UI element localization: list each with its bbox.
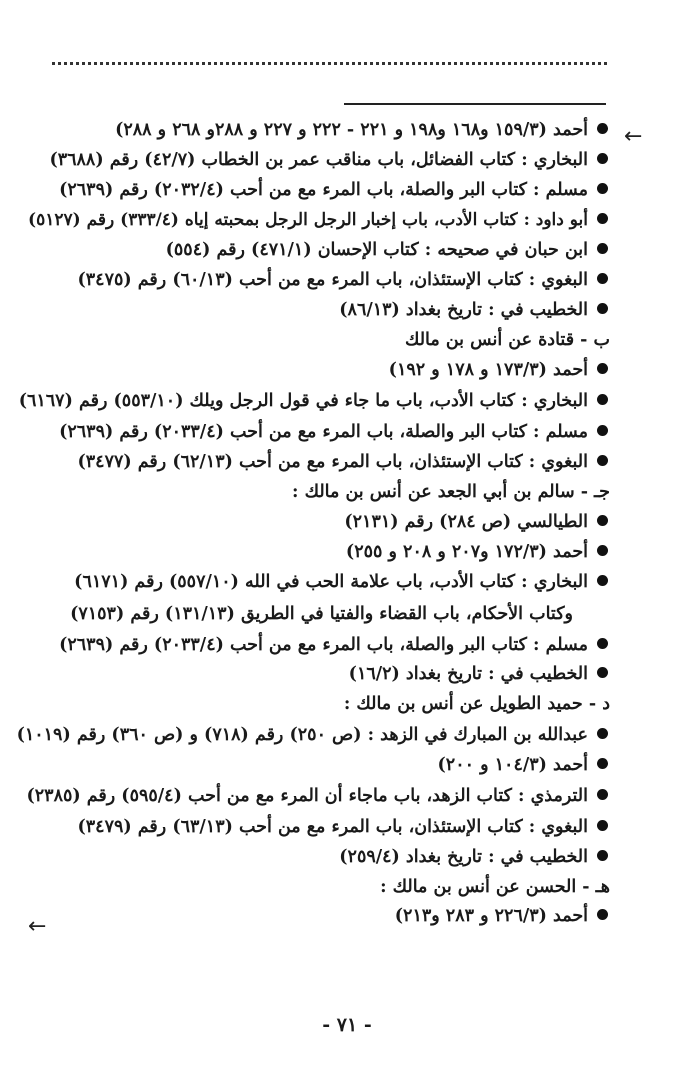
bullet-icon [597,820,608,831]
bullet-icon [597,213,608,224]
list-item [28,208,608,232]
bullet-icon [597,394,608,405]
list-item [339,298,608,322]
line-text: أحمد (١٠٤/٣ و ٢٠٠) [437,755,588,775]
bullet-icon [597,728,608,739]
line-text: البخاري : كتاب الفضائل، باب مناقب عمر بن الخطاب (٤٢/٧) رقم (٣٦٨٨) [49,150,588,170]
bullet-icon [597,909,608,920]
bullet-icon [597,363,608,374]
bullet-icon [597,667,608,678]
bullet-icon [597,153,608,164]
list-item [349,662,608,686]
line-text: مسلم : كتاب البر والصلة، باب المرء مع من أحب (٢٠٣٢/٤) رقم (٢٦٣٩) [59,180,588,200]
continuation-line: وكتاب الأحكام، باب القضاء والفتيا في الطريق (١٣١/١٣) رقم (٧١٥٣) [70,604,573,624]
list-item [17,723,608,747]
list-item [389,358,608,382]
line-text: البغوي : كتاب الإستئذان، باب المرء مع من أحب (٦٣/١٣) رقم (٣٤٧٩) [77,817,588,837]
line-text: الطيالسي (ص ٢٨٤) رقم (٢١٣١) [344,512,588,532]
line-text: أحمد (١٥٩/٣ و١٦٨ و١٩٨ و ٢٢١ - ٢٢٢ و ٢٢٧ و ٢٨٨و ٢٦٨ و ٢٨٨) [115,120,588,140]
footnote-separator [344,103,606,105]
list-item [339,845,608,869]
bullet-icon [597,183,608,194]
bullet-icon [597,303,608,314]
line-text: أبو داود : كتاب الأدب، باب إخبار الرجل الرجل بمحبته إياه (٣٣٣/٤) رقم (٥١٢٧) [28,210,588,230]
page-number: - ٧١ - [322,1014,372,1036]
line-text: البخاري : كتاب الأدب، باب ما جاء في قول الرجل ويلك (٥٥٣/١٠) رقم (٦١٦٧) [18,391,588,411]
list-item [59,420,608,444]
line-text: أحمد (١٧٢/٣ و٢٠٧ و ٢٠٨ و ٢٥٥) [345,542,588,562]
left-arrow-icon: ← [28,914,47,939]
bullet-icon [597,425,608,436]
bullet-icon [597,273,608,284]
list-item [438,753,608,777]
list-item [19,389,608,413]
list-item [166,238,608,262]
section-heading: د - حميد الطويل عن أنس بن مالك : [343,694,610,714]
list-item [59,178,608,202]
line-text: أحمد (٢٢٦/٣ و ٢٨٣ و٢١٣) [394,906,588,926]
list-item [78,268,609,292]
bullet-icon [597,455,608,466]
section-heading: هـ - الحسن عن أنس بن مالك : [380,877,610,897]
bullet-icon [597,515,608,526]
line-text: عبدالله بن المبارك في الزهد : (ص ٢٥٠) رقم (٧١٨) و (ص ٣٦٠) رقم (١٠١٩) [16,725,588,745]
line-text: الترمذي : كتاب الزهد، باب ماجاء أن المرء مع من أحب (٥٩٥/٤) رقم (٢٣٨٥) [26,786,588,806]
bullet-icon [597,758,608,769]
line-text: الخطيب في : تاريخ بغداد (١٦/٢) [348,664,588,684]
list-item [344,510,608,534]
section-heading: جـ - سالم بن أبي الجعد عن أنس بن مالك : [292,482,610,502]
list-item [78,450,609,474]
bullet-icon [597,638,608,649]
bullet-icon [597,789,608,800]
line-text: البغوي : كتاب الإستئذان، باب المرء مع من أحب (٦٢/١٣) رقم (٣٤٧٧) [77,452,588,472]
line-text: الخطيب في : تاريخ بغداد (٨٦/١٣) [339,300,588,320]
bullet-icon [597,123,608,134]
left-arrow-icon: ← [624,124,643,149]
list-item [115,118,608,142]
line-text: البغوي : كتاب الإستئذان، باب المرء مع من أحب (٦٠/١٣) رقم (٣٤٧٥) [77,270,588,290]
bullet-icon [597,850,608,861]
dotted-rule [52,62,607,65]
list-item [395,904,608,928]
line-text: البخاري : كتاب الأدب، باب علامة الحب في الله (٥٥٧/١٠) رقم (٦١٧١) [74,572,588,592]
list-item [59,633,608,657]
bullet-icon [597,545,608,556]
section-heading: ب - قتادة عن أنس بن مالك [404,330,610,350]
list-item [346,540,608,564]
list-item [26,784,608,808]
list-item [74,570,608,594]
list-item [49,148,608,172]
line-text: مسلم : كتاب البر والصلة، باب المرء مع من أحب (٢٠٣٣/٤) رقم (٢٦٣٩) [59,635,588,655]
bullet-icon [597,243,608,254]
list-item [78,815,609,839]
line-text: الخطيب في : تاريخ بغداد (٢٥٩/٤) [339,847,588,867]
line-text: أحمد (١٧٣/٣ و ١٧٨ و ١٩٢) [388,360,588,380]
line-text: ابن حبان في صحيحه : كتاب الإحسان (٤٧١/١) رقم (٥٥٤) [165,240,588,260]
line-text: مسلم : كتاب البر والصلة، باب المرء مع من أحب (٢٠٣٣/٤) رقم (٢٦٣٩) [59,422,588,442]
bullet-icon [597,575,608,586]
